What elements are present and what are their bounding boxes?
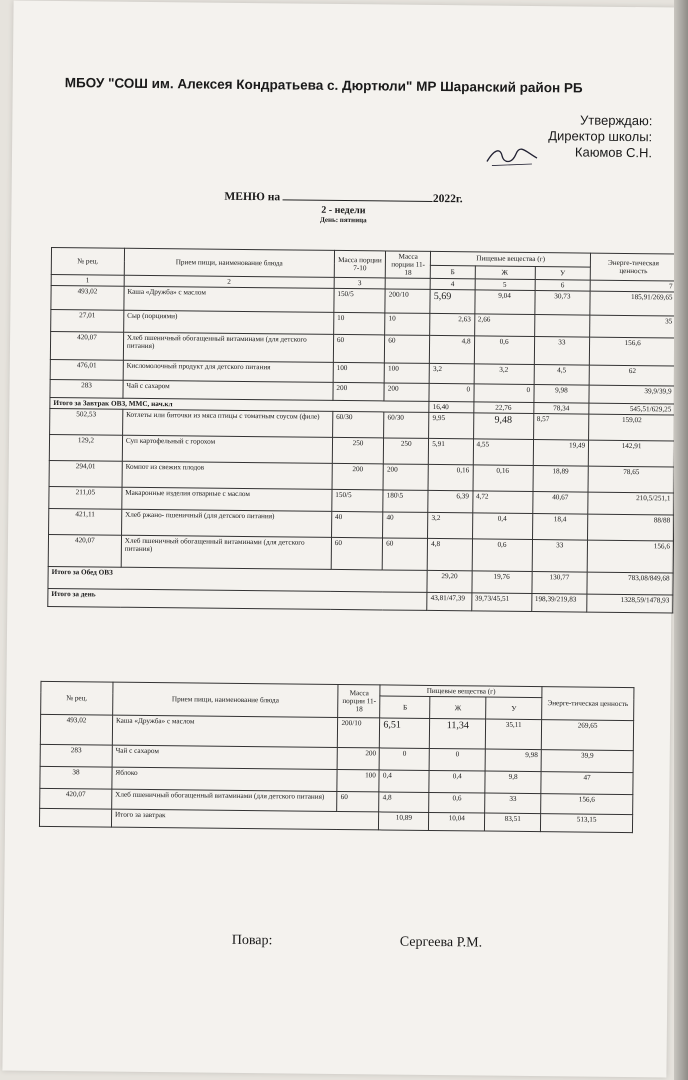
table-header-row — [51, 247, 676, 267]
cell-mass1: 40 — [331, 511, 383, 538]
cell-u: 33 — [485, 793, 541, 814]
cell-rec: 283 — [40, 744, 112, 767]
cell-zh: 3,2 — [474, 364, 534, 385]
cell-mass: 200/10 — [338, 717, 380, 747]
cell-u: 4,5 — [534, 365, 590, 386]
cell-name: Компот из свежих плодов — [122, 461, 332, 489]
col-zh: Ж — [475, 265, 535, 279]
total-energy: 513,15 — [541, 814, 633, 833]
cell-b: 5,91 — [429, 438, 474, 464]
cell-b: 6,51 — [380, 718, 430, 749]
cell-b: 0,4 — [379, 770, 429, 793]
menu-day: День: пятница — [319, 215, 367, 225]
cell-mass: 100 — [337, 769, 379, 791]
cell-zh: 9,48 — [473, 413, 533, 440]
cell-zh: 0,16 — [473, 465, 533, 492]
col-energy: Энерге-тическая ценность — [542, 687, 634, 721]
cell-energy: 62 — [589, 365, 675, 386]
cell-name: Хлеб пшеничный обогащенный витаминами (для детского питания) — [123, 332, 333, 362]
cell-mass1: 60 — [333, 334, 385, 363]
cell-mass2: 250 — [384, 438, 429, 464]
menu-week: 2 - недели — [321, 204, 366, 217]
cell-name: Чай с сахаром — [123, 380, 333, 400]
cell-zh: 0,6 — [474, 336, 534, 365]
cell-zh: 4,72 — [472, 491, 532, 514]
cell-name: Яблоко — [112, 767, 338, 791]
cell-rec: 493,02 — [51, 285, 124, 310]
cell-mass2: 180\5 — [383, 490, 428, 512]
total-u: 198,39/219,83 — [531, 594, 587, 613]
total-b: 29,20 — [427, 570, 472, 592]
total-label: Итого за Обед ОВЗ — [48, 566, 427, 592]
total-zh: 39,73/45,51 — [471, 593, 531, 612]
cell-energy: 78,65 — [588, 466, 674, 493]
total-energy: 1328,59/1478,93 — [587, 594, 673, 613]
colnum: 2 — [124, 275, 334, 288]
cell-b: 4,8 — [430, 335, 475, 363]
date-blank — [283, 189, 433, 202]
colnum: 7 — [590, 280, 676, 292]
cell-rec: 421,11 — [49, 508, 122, 535]
cell-mass1: 250 — [332, 437, 384, 464]
col-b: Б — [380, 696, 430, 719]
colnum: 3 — [334, 277, 386, 289]
cell-energy: 156,6 — [541, 794, 633, 815]
cell-zh: 0 — [473, 384, 533, 403]
cell-mass2: 200 — [383, 464, 428, 490]
cell-zh: 0 — [429, 748, 485, 771]
cell-u — [534, 315, 590, 338]
cell-name: Чай с сахаром — [112, 745, 338, 769]
menu-year: 2022г. — [432, 192, 463, 206]
col-mass-7-10: Масса порции 7-10 — [334, 250, 386, 278]
total-b: 43,81/47,39 — [427, 592, 471, 610]
total-zh: 22,76 — [473, 402, 533, 414]
cell-name: Хлеб пшеничный обогащенный витаминами (для детского питания) — [112, 789, 338, 811]
total-u: 83,51 — [485, 813, 541, 832]
cell-mass1: 60/30 — [332, 411, 384, 438]
cell-b: 9,95 — [429, 412, 474, 438]
total-b: 16,40 — [429, 401, 473, 412]
total-label: Итого за Завтрак ОВЗ, ММС, нач.кл — [50, 397, 429, 412]
cell-u: 33 — [532, 540, 588, 573]
document-page — [2, 1, 677, 1078]
cell-name: Хлеб пшеничный обогащенный витаминами (для детского питания) — [121, 535, 331, 569]
cell-energy: 269,65 — [541, 720, 633, 751]
cell-rec: 420,07 — [50, 331, 123, 360]
colnum: 5 — [475, 279, 535, 291]
cell-mass2: 10 — [385, 313, 430, 335]
menu-heading — [11, 187, 675, 228]
cell-energy: 159,02 — [589, 414, 675, 441]
cell-mass2: 200/10 — [385, 289, 430, 313]
cell-mass: 200 — [337, 747, 379, 769]
cell-mass2: 100 — [384, 363, 429, 383]
cell-energy: 35 — [590, 315, 676, 338]
cell-energy: 39,9/39,9 — [589, 385, 675, 404]
colnum: 1 — [51, 274, 124, 286]
signature-icon — [482, 141, 542, 172]
menu-table-secondary — [39, 681, 634, 833]
total-empty — [39, 808, 111, 827]
cell-mass1: 10 — [333, 312, 385, 335]
cell-name: Макаронные изделия отварные с маслом — [122, 487, 332, 511]
total-label: Итого за завтрак — [111, 809, 379, 830]
cell-b: 0 — [379, 748, 429, 771]
col-rec: № рец. — [41, 681, 113, 715]
cell-zh: 0,6 — [429, 792, 485, 813]
cell-mass2: 60/30 — [384, 412, 429, 438]
cell-b: 2,63 — [430, 313, 475, 335]
cell-mass1: 200 — [332, 463, 384, 490]
cell-b: 0,16 — [428, 464, 473, 490]
cell-rec: 283 — [50, 379, 123, 398]
cook-name: Сергеева Р.М. — [399, 934, 483, 951]
col-name: Прием пищи, наименование блюда — [124, 248, 334, 277]
cell-energy: 47 — [541, 772, 633, 795]
cell-energy: 185,91/269,65 — [590, 291, 676, 316]
cell-rec: 476,01 — [50, 359, 123, 380]
cell-rec: 502,53 — [50, 408, 123, 435]
cell-rec: 27,01 — [51, 309, 124, 332]
cell-b: 3,2 — [429, 363, 473, 383]
cell-zh: 0,4 — [429, 770, 485, 793]
cell-rec: 38 — [40, 766, 112, 789]
cell-rec: 211,05 — [49, 486, 122, 509]
cell-b: 4,8 — [379, 792, 429, 813]
colnum: 6 — [535, 280, 591, 292]
total-energy: 783,08/849,68 — [587, 572, 673, 595]
cell-energy: 156,6 — [587, 540, 673, 573]
cell-energy: 39,9 — [541, 750, 633, 773]
cell-mass2: 60 — [385, 335, 430, 363]
cell-mass1: 100 — [333, 362, 385, 383]
total-b: 10,89 — [379, 812, 429, 831]
cell-u: 18,89 — [533, 466, 589, 493]
total-u: 130,77 — [531, 572, 587, 595]
cell-name: Суп картофельный с горохом — [122, 435, 332, 463]
cell-zh: 0,4 — [472, 513, 532, 540]
cell-u: 9,98 — [485, 749, 541, 772]
cell-b: 6,39 — [428, 490, 473, 512]
total-zh: 19,76 — [471, 571, 531, 594]
cell-mass2: 40 — [383, 512, 428, 538]
cell-mass2: 200 — [384, 383, 429, 401]
cell-name: Каша «Дружба» с маслом — [112, 715, 338, 747]
total-u: 78,34 — [533, 403, 589, 415]
col-u: У — [535, 266, 591, 280]
page-edge-shadow — [674, 0, 688, 1080]
colnum: 4 — [430, 278, 474, 289]
cell-rec: 294,01 — [49, 460, 122, 487]
col-energy: Энерге-тическая ценность — [590, 253, 676, 281]
cell-energy: 210,5/251,1 — [588, 492, 674, 515]
cell-name: Кисломолочный продукт для детского питания — [123, 360, 333, 382]
cell-energy: 88/88 — [588, 514, 674, 541]
menu-title: МЕНЮ на — [224, 190, 281, 204]
cell-rec: 493,02 — [40, 714, 112, 745]
director-name: Каюмов С.Н. — [574, 144, 653, 161]
cell-b: 4,8 — [427, 538, 472, 570]
col-name: Прием пищи, наименование блюда — [113, 682, 339, 717]
colnum-empty — [385, 278, 430, 289]
total-zh: 10,04 — [429, 812, 485, 831]
cell-u: 40,67 — [532, 492, 588, 515]
col-b: Б — [430, 265, 474, 279]
cell-zh: 9,04 — [474, 290, 534, 315]
cell-mass: 60 — [337, 791, 379, 811]
cell-u: 35,11 — [486, 719, 542, 750]
col-nutrients: Пищевые вещества (г) — [431, 251, 591, 266]
cell-u: 9,8 — [485, 771, 541, 794]
cell-mass1: 150/5 — [334, 288, 386, 313]
approve-line: Утверждаю: — [580, 112, 653, 129]
total-label: Итого за день — [48, 588, 427, 610]
col-mass-11-18: Масса порции 11-18 — [385, 251, 430, 278]
cell-mass1: 150/5 — [332, 489, 384, 512]
cell-energy: 142,91 — [588, 440, 674, 467]
col-nutrients: Пищевые вещества (г) — [380, 685, 542, 698]
col-mass: Масса порции 11-18 — [338, 684, 380, 717]
cell-rec: 129,2 — [49, 434, 122, 461]
cook-label: Повар: — [231, 932, 273, 949]
school-title: МБОУ "СОШ им. Алексея Кондратьева с. Дюртюли" МР Шаранский район РБ — [64, 75, 583, 96]
table-header-row — [41, 681, 634, 698]
cell-name: Хлеб ржано- пшеничный (для детского питания) — [121, 509, 331, 537]
cell-u: 19,49 — [533, 440, 589, 467]
cell-b: 3,2 — [428, 512, 473, 538]
cell-u: 8,57 — [533, 414, 589, 441]
cell-energy: 156,6 — [590, 337, 676, 366]
cell-name: Каша «Дружба» с маслом — [124, 286, 334, 312]
cell-zh: 4,55 — [473, 439, 533, 466]
cell-mass1: 200 — [333, 382, 385, 401]
cell-rec: 420,07 — [40, 788, 112, 809]
col-zh: Ж — [430, 696, 486, 719]
cell-u: 18,4 — [532, 514, 588, 541]
total-energy: 545,51/629,25 — [589, 403, 675, 415]
cell-name: Котлеты или биточки из мяса птицы с томатным соусом (филе) — [122, 409, 332, 437]
cell-u: 9,98 — [533, 385, 589, 404]
cell-name: Сыр (порциями) — [123, 310, 333, 334]
cell-zh: 0,6 — [472, 539, 532, 572]
cell-u: 33 — [534, 337, 590, 366]
menu-table-main — [47, 247, 677, 614]
cell-b: 0 — [429, 383, 473, 401]
cell-mass1: 60 — [331, 537, 383, 570]
cell-mass2: 60 — [382, 538, 427, 570]
cell-b: 5,69 — [430, 289, 475, 313]
director-line: Директор школы: — [548, 128, 653, 145]
cell-zh: 11,34 — [430, 718, 486, 749]
col-u: У — [486, 697, 542, 720]
approval-block — [548, 112, 652, 161]
cell-zh: 2,66 — [474, 314, 534, 337]
cell-rec: 420,07 — [48, 534, 121, 567]
cell-u: 30,73 — [534, 291, 590, 316]
col-rec: № рец. — [51, 247, 124, 275]
